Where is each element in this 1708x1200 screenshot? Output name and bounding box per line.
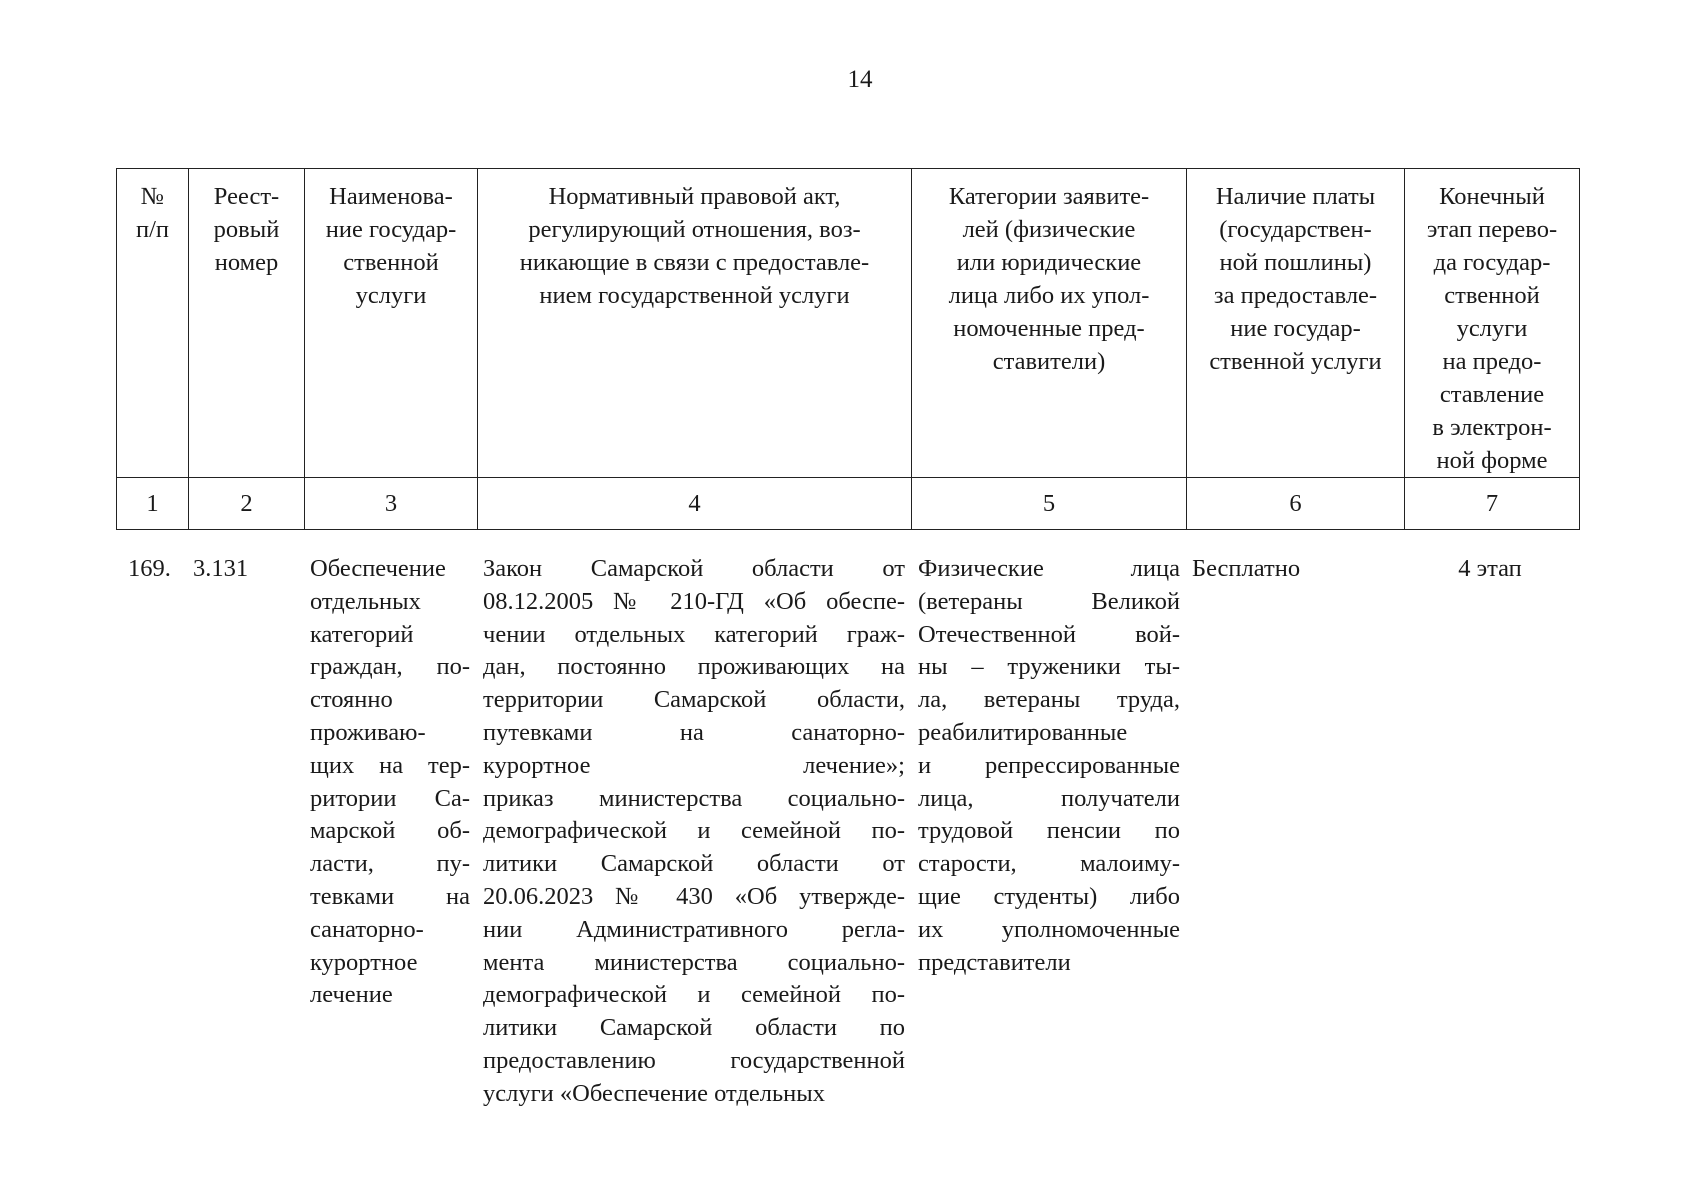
- applicants-cell: [918, 553, 1180, 979]
- services-table-header: [116, 168, 1580, 530]
- column-number: 5: [912, 478, 1187, 530]
- applicants-line: Отечественной вой-: [918, 620, 1180, 648]
- legal-act-line: литики Самарской области от: [483, 850, 905, 878]
- header-cell-legal-act: Нормативный правовой акт, регулирующий отношения, воз- никающие в связи с предоставле- нием государственной услуги: [478, 169, 912, 478]
- service-name-line: отдельных: [310, 587, 421, 615]
- applicants-line: их уполномоченные: [918, 915, 1180, 943]
- legal-act-line: нии Административного регла-: [483, 915, 905, 943]
- service-name-line: лечение: [310, 981, 393, 1009]
- header-cell-service-name: Наименова- ние государ- ственной услуги: [305, 169, 478, 478]
- applicants-line: ны – труженики ты-: [918, 653, 1180, 681]
- column-number: 6: [1187, 478, 1405, 530]
- column-number-row: [117, 478, 1580, 530]
- service-name-line: стоянно: [310, 686, 393, 714]
- legal-act-line: приказ министерства социально-: [483, 784, 905, 812]
- legal-act-line: территории Самарской области,: [483, 686, 905, 714]
- header-cell-applicants: Категории заявите- лей (физические или юридические лица либо их упол- номоченные пред- ставители): [912, 169, 1187, 478]
- applicants-line: лица, получатели: [918, 784, 1180, 812]
- fee-cell: [1192, 553, 1402, 586]
- applicants-line: представители: [918, 948, 1071, 976]
- service-name-line: щих на тер-: [310, 751, 470, 779]
- applicants-line: (ветераны Великой: [918, 587, 1180, 615]
- row-number: 169.: [128, 555, 171, 582]
- applicants-line: реабилитированные: [918, 718, 1128, 746]
- page-number: 14: [847, 66, 873, 93]
- legal-act-line: услуги «Обеспечение отдельных: [483, 1079, 825, 1107]
- applicants-line: старости, малоиму-: [918, 850, 1180, 878]
- applicants-line: и репрессированные: [918, 751, 1180, 779]
- service-name-line: граждан, по-: [310, 653, 470, 681]
- header-cell-registry: Реест- ровый номер: [189, 169, 305, 478]
- legal-act-line: курортное лечение»;: [483, 751, 905, 779]
- final-stage-value: 4 этап: [1458, 555, 1522, 582]
- header-cell-number: № п/п: [117, 169, 189, 478]
- legal-act-line: 08.12.2005 № 210-ГД «Об обеспе-: [483, 587, 905, 615]
- legal-act-line: 20.06.2023 № 430 «Об утвержде-: [483, 882, 905, 910]
- column-number: 2: [189, 478, 305, 530]
- service-name-line: марской об-: [310, 817, 470, 845]
- legal-act-line: чении отдельных категорий граж-: [483, 620, 905, 648]
- header-cell-fee: Наличие платы (государствен- ной пошлины) за предоставле- ние государ- ственной услуги: [1187, 169, 1405, 478]
- column-number: 4: [478, 478, 912, 530]
- legal-act-line: литики Самарской области по: [483, 1014, 905, 1042]
- service-name-line: проживаю-: [310, 718, 426, 746]
- header-row: [117, 169, 1580, 478]
- service-name-line: курортное: [310, 948, 418, 976]
- column-number: 7: [1405, 478, 1580, 530]
- legal-act-line: демографической и семейной по-: [483, 817, 905, 845]
- registry-number-cell: [193, 553, 293, 586]
- fee-value: Бесплатно: [1192, 555, 1301, 582]
- legal-act-line: дан, постоянно проживающих на: [483, 653, 905, 681]
- service-name-line: ласти, пу-: [310, 850, 470, 878]
- legal-act-line: предоставлению государственной: [483, 1046, 905, 1074]
- registry-number: 3.131: [193, 555, 249, 582]
- final-stage-cell: [1405, 553, 1575, 586]
- service-name-cell: [310, 553, 470, 1012]
- service-name-line: ритории Са-: [310, 784, 470, 812]
- applicants-line: трудовой пенсии по: [918, 817, 1180, 845]
- service-name-line: санаторно-: [310, 915, 424, 943]
- applicants-line: щие студенты) либо: [918, 882, 1180, 910]
- applicants-line: Физические лица: [918, 555, 1180, 582]
- service-name-line: Обеспечение: [310, 555, 446, 582]
- row-number-cell: [128, 553, 188, 586]
- column-number: 3: [305, 478, 478, 530]
- header-cell-final-stage: Конечный этап перево- да государ- ственной услуги на предо- ставление в электрон- ной форме: [1405, 169, 1580, 478]
- legal-act-cell: [483, 553, 905, 1111]
- service-name-line: категорий: [310, 620, 414, 648]
- legal-act-line: путевками на санаторно-: [483, 718, 905, 746]
- legal-act-line: демографической и семейной по-: [483, 981, 905, 1009]
- column-number: 1: [117, 478, 189, 530]
- service-name-line: тевками на: [310, 882, 470, 910]
- legal-act-line: Закон Самарской области от: [483, 555, 905, 582]
- legal-act-line: мента министерства социально-: [483, 948, 905, 976]
- applicants-line: ла, ветераны труда,: [918, 686, 1180, 714]
